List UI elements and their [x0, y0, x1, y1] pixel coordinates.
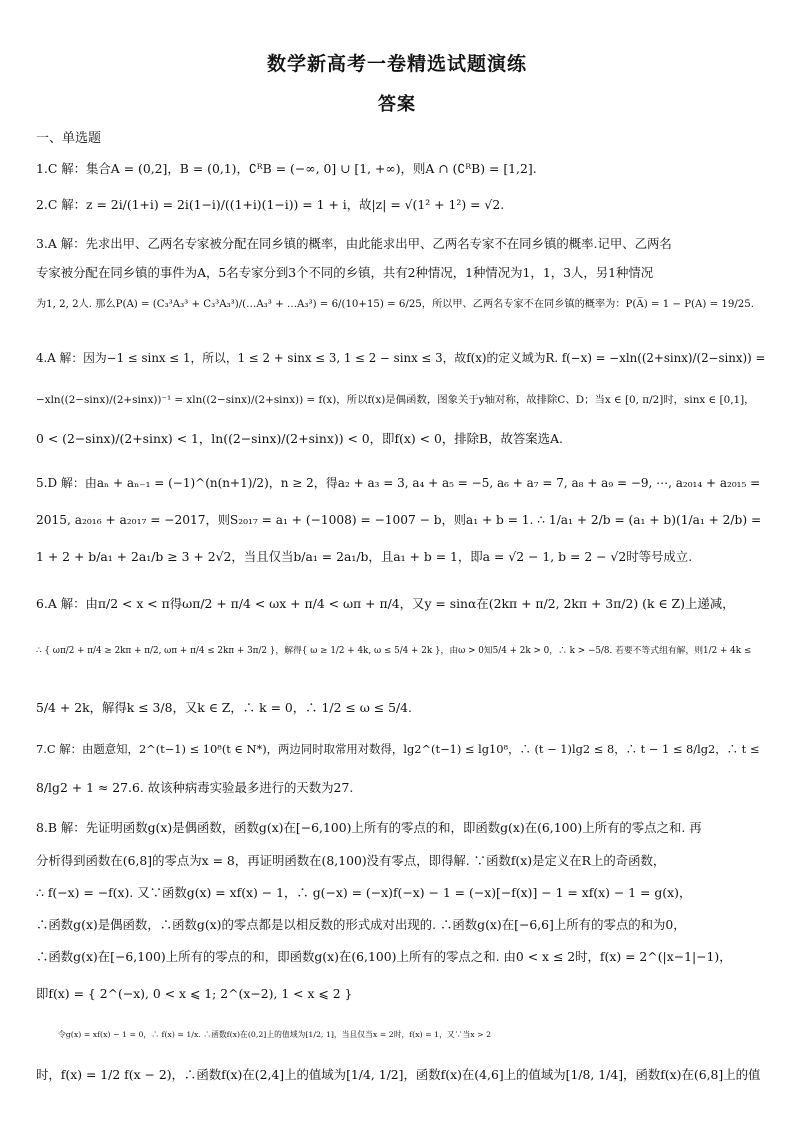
answer-line: 1.C 解：集合A = (0,2]，B = (0,1)，∁ᴿB = (−∞, 0] ∪ [1, +∞)，则A ∩ (∁ᴿB) = [1,2].	[36, 161, 537, 176]
answer-line: 5/4 + 2k，解得k ≤ 3/8，又k ∈ Z，∴ k = 0，∴ 1/2 ≤ ω ≤ 5/4.	[36, 700, 412, 715]
page-title: 数学新高考一卷精选试题演练	[266, 53, 527, 75]
answer-line: 1 + 2 + b/a₁ + 2a₁/b ≥ 3 + 2√2，当且仅当b/a₁ = 2a₁/b，且a₁ + b = 1，即a = √2 − 1, b = 2 − √2时等号成立.	[36, 549, 693, 564]
answer-line: 即f(x) = { 2^(−x), 0 < x ⩽ 1; 2^(x−2), 1 < x ⩽ 2 }	[36, 986, 353, 1001]
answer-line: 时，f(x) = 1/2 f(x − 2)，∴函数f(x)在(2,4]上的值域为[1/4, 1/2]，函数f(x)在(4,6]上的值域为[1/8, 1/4]，函数f(x)在(6,8]上的值	[36, 1067, 761, 1082]
answer-line: 8.B 解：先证明函数g(x)是偶函数，函数g(x)在[−6,100)上所有的零点的和，即函数g(x)在(6,100)上所有的零点之和. 再	[36, 820, 702, 835]
answer-line: 0 < (2−sinx)/(2+sinx) < 1，ln((2−sinx)/(2+sinx)) < 0，即f(x) < 0，排除B，故答案选A.	[36, 431, 563, 446]
answer-line: 4.A 解：因为−1 ≤ sinx ≤ 1，所以，1 ≤ 2 + sinx ≤ 3, 1 ≤ 2 − sinx ≤ 3，故f(x)的定义域为R. f(−x) = −xln((2+sinx)/(2−sinx)) =	[36, 351, 766, 365]
answer-line: 为1, 2, 2人. 那么P(A) = (C₃³A₃³ + C₃³A₃³)/(…A₃³ + …A₃³) = 6/(10+15) = 6/25，所以甲、乙两名专家不在同乡镇的概率为：P(A̅) = 1 − P(A) = 19/25.	[36, 299, 754, 310]
answer-line: ∴ { ωπ/2 + π/4 ≥ 2kπ + π/2, ωπ + π/4 ≤ 2kπ + 3π/2 }，解得{ ω ≥ 1/2 + 4k, ω ≤ 5/4 + 2k }，由ω > 0知5/4 + 2k > 0，∴ k > −5/8. 若要不等式组有解，则1/2 + 4k ≤	[36, 646, 752, 656]
answer-line: 8/lg2 + 1 ≈ 27.6. 故该种病毒实验最多进行的天数为27.	[36, 780, 354, 795]
answer-line: ∴函数g(x)在[−6,100)上所有的零点的和，即函数g(x)在(6,100)上所有的零点之和. 由0 < x ≤ 2时，f(x) = 2^(|x−1|−1)，	[36, 949, 732, 964]
answer-line: −xln((2−sinx)/(2+sinx))⁻¹ = xln((2−sinx)/(2+sinx)) = f(x)，所以f(x)是偶函数，图象关于y轴对称，故排除C、D；当x ∈ [0, π/2]时，sinx ∈ [0,1]，	[36, 394, 755, 406]
answer-line: ∴ f(−x) = −f(x). 又∵函数g(x) = xf(x) − 1，∴ g(−x) = (−x)f(−x) − 1 = (−x)[−f(x)] − 1 = xf(x) − 1 = g(x)，	[36, 885, 692, 900]
answer-line: 6.A 解：由π/2 < x < π得ωπ/2 + π/4 < ωx + π/4 < ωπ + π/4，又y = sinα在(2kπ + π/2, 2kπ + 3π/2) (k ∈ Z)上递减，	[36, 596, 735, 611]
answer-line: 专家被分配在同乡镇的事件为A，5名专家分到3个不同的乡镇，共有2种情况，1种情况为1，1，3人，另1种情况	[36, 265, 654, 280]
section-heading: 一、单选题	[36, 131, 102, 146]
answer-line: ∴函数g(x)是偶函数，∴函数g(x)的零点都是以相反数的形式成对出现的. ∴函数g(x)在[−6,6]上所有的零点的和为0，	[36, 917, 686, 932]
answer-line: 5.D 解：由aₙ + aₙ₋₁ = (−1)^(n(n+1)/2)，n ≥ 2，得a₂ + a₃ = 3, a₄ + a₅ = −5, a₆ + a₇ = 7, a₈ + a₉ = −9, ⋯, a₂₀₁₄ + a₂₀₁₅ =	[36, 476, 761, 490]
answer-line: 7.C 解：由题意知，2^(t−1) ≤ 10⁸(t ∈ N*)，两边同时取常用对数得，lg2^(t−1) ≤ lg10⁸，∴ (t − 1)lg2 ≤ 8，∴ t − 1 ≤ 8/lg2，∴ t ≤	[36, 742, 760, 756]
answer-line: 分析得到函数在(6,8]的零点为x = 8，再证明函数在(8,100)没有零点，即得解. ∵函数f(x)是定义在R上的奇函数，	[36, 853, 666, 868]
answer-line: 2015, a₂₀₁₆ + a₂₀₁₇ = −2017，则S₂₀₁₇ = a₁ + (−1008) = −1007 − b，则a₁ + b = 1. ∴ 1/a₁ + 2/b = (a₁ + b)(1/a₁ + 2/b) =	[36, 513, 762, 527]
answer-line: 2.C 解：z = 2i/(1+i) = 2i(1−i)/((1+i)(1−i)) = 1 + i，故|z| = √(1² + 1²) = √2.	[36, 197, 505, 212]
answer-line: 令g(x) = xf(x) − 1 = 0，∴ f(x) = 1/x. ∴函数f(x)在(0,2]上的值域为[1/2, 1]，当且仅当x = 2时，f(x) = 1，又∵当x > 2	[58, 1030, 492, 1039]
answer-line: 3.A 解：先求出甲、乙两名专家被分配在同乡镇的概率，由此能求出甲、乙两名专家不在同乡镇的概率.记甲、乙两名	[36, 236, 672, 251]
page-subtitle: 答案	[378, 94, 416, 115]
